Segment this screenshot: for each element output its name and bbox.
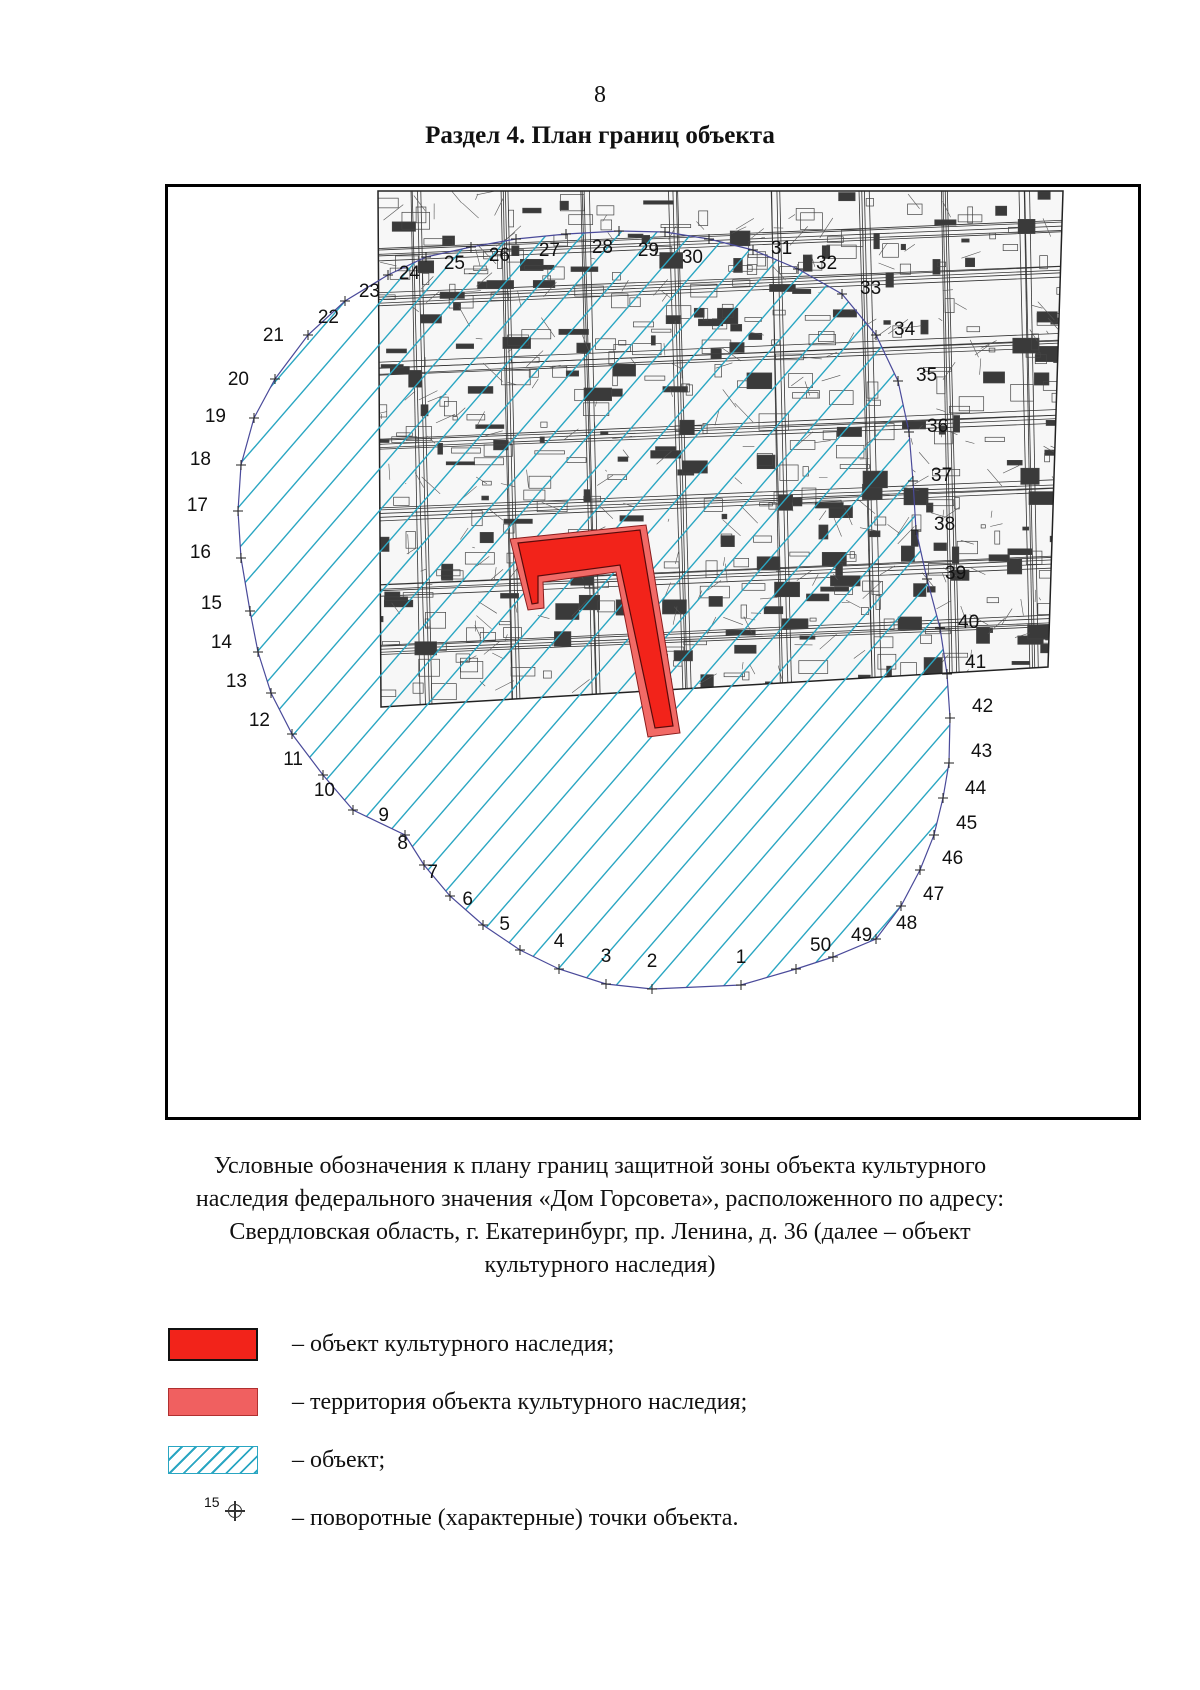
- turning-point-label: 30: [681, 247, 703, 268]
- map-building: [504, 519, 532, 523]
- turning-point: [647, 951, 658, 994]
- map-building: [803, 255, 812, 271]
- map-parcel-line: [1060, 592, 1066, 610]
- turning-point-example-number: 15: [204, 1494, 220, 1510]
- map-building: [612, 389, 622, 396]
- map-building: [1043, 695, 1066, 711]
- map-building: [914, 584, 926, 597]
- map-building: [698, 319, 722, 326]
- turning-point-label: 24: [398, 263, 420, 284]
- legend-item-zone: [168, 1444, 1068, 1502]
- turning-point-label: 48: [896, 913, 918, 934]
- map-building: [418, 261, 433, 273]
- map-parcel-line: [1067, 553, 1073, 564]
- map-canvas: [168, 187, 1141, 1120]
- map-building: [839, 193, 855, 201]
- turning-point-label: 29: [637, 240, 659, 261]
- section-title: Раздел 4. План границ объекта: [425, 122, 775, 149]
- map-building: [409, 370, 422, 387]
- map-building: [1046, 420, 1076, 425]
- turning-point-label: 5: [499, 914, 510, 935]
- turning-point-label: 49: [851, 925, 873, 946]
- map-building: [1007, 460, 1022, 465]
- map-building: [800, 636, 815, 639]
- map-building: [1018, 219, 1035, 233]
- map-building: [935, 220, 956, 225]
- map-building: [1029, 492, 1053, 505]
- map-building: [442, 564, 453, 580]
- turning-point: [378, 805, 410, 840]
- turning-point-label: 12: [248, 710, 270, 731]
- map-building: [1045, 450, 1071, 455]
- map-building: [482, 496, 489, 500]
- turning-point: [314, 780, 358, 815]
- turning-point-label: 6: [462, 889, 473, 910]
- turning-point-label: 21: [262, 325, 284, 346]
- map-building: [559, 329, 589, 334]
- map-building: [788, 697, 803, 713]
- map-building: [927, 587, 935, 593]
- turning-point: [187, 495, 243, 516]
- map-building: [525, 265, 554, 269]
- map-building: [731, 324, 742, 331]
- map-building: [503, 337, 531, 348]
- map-building: [628, 234, 643, 237]
- map-building: [989, 555, 1009, 561]
- legend-item-turning-points: [168, 1494, 1068, 1560]
- turning-point-label: 42: [972, 696, 994, 717]
- map-building: [902, 421, 925, 429]
- turning-point: [201, 593, 255, 616]
- caption-line-4: культурного наследия): [484, 1252, 716, 1278]
- map-building: [533, 280, 555, 287]
- map-building: [886, 273, 893, 287]
- map-building: [1063, 361, 1091, 369]
- turning-point-label: 9: [378, 805, 389, 826]
- map-building: [815, 503, 843, 508]
- map-building: [1060, 630, 1074, 644]
- turning-point-symbol: [204, 1494, 264, 1534]
- map-building: [1050, 643, 1065, 653]
- map-paper: [368, 187, 1088, 727]
- map-building: [954, 416, 960, 433]
- map-building: [1037, 312, 1057, 322]
- turning-point-label: 20: [227, 369, 249, 390]
- map-building: [571, 267, 598, 272]
- crosshair-icon: [228, 1504, 242, 1518]
- map-building: [1060, 427, 1065, 442]
- legend-text-heritage-territory: – территория объекта культурного наследия;: [292, 1389, 748, 1415]
- map-building: [501, 593, 519, 598]
- map-building: [1062, 579, 1071, 587]
- map-building: [560, 201, 568, 209]
- map-building: [392, 222, 415, 231]
- legend-item-heritage-territory: [168, 1386, 1068, 1444]
- turning-point-label: 11: [283, 749, 303, 770]
- map-building: [819, 525, 828, 539]
- map-building: [901, 546, 914, 561]
- turning-point-label: 19: [204, 406, 226, 427]
- map-building: [1013, 338, 1039, 353]
- turning-point-label: 46: [942, 848, 964, 869]
- map-building: [962, 239, 969, 242]
- map-building: [874, 233, 880, 248]
- map-building: [952, 547, 958, 563]
- turning-point-label: 26: [488, 245, 510, 266]
- turning-point-label: 1: [735, 947, 747, 968]
- map-building: [996, 206, 1007, 215]
- turning-point: [915, 848, 963, 875]
- turning-point-label: 23: [358, 281, 380, 302]
- map-building: [904, 488, 928, 505]
- map-building: [478, 282, 487, 289]
- map-building: [1069, 624, 1093, 635]
- map-building: [1008, 549, 1032, 555]
- caption-line-2: наследия федерального значения «Дом Горсовета», расположенного по адресу:: [195, 1186, 1005, 1212]
- map-building: [540, 437, 544, 442]
- map-building: [386, 349, 406, 353]
- turning-point-label: 7: [427, 862, 438, 883]
- boundary-plan-map: [165, 184, 1141, 1120]
- turning-point-label: 40: [958, 612, 980, 633]
- map-building: [618, 457, 628, 461]
- map-building: [1057, 693, 1068, 697]
- turning-point: [205, 406, 259, 427]
- map-building: [784, 691, 793, 700]
- turning-point-label: 38: [934, 514, 956, 535]
- turning-point-label: 8: [397, 833, 408, 854]
- map-building: [601, 432, 608, 435]
- turning-point-label: 25: [443, 253, 465, 274]
- map-building: [921, 320, 928, 334]
- map-parcel-line: [1008, 688, 1025, 692]
- turning-point: [944, 741, 992, 768]
- map-building: [1028, 625, 1055, 639]
- hatch-line: [1068, 187, 1141, 1087]
- turning-point: [427, 862, 455, 901]
- map-building: [911, 530, 918, 547]
- turning-point-label: 31: [771, 238, 793, 259]
- turning-point-label: 17: [186, 495, 208, 516]
- turning-point-label: 28: [591, 237, 613, 258]
- map-building: [884, 321, 891, 325]
- turning-point-label: 33: [860, 278, 882, 299]
- turning-point-label: 47: [923, 884, 945, 905]
- map-building: [480, 532, 493, 542]
- map-building: [579, 595, 599, 610]
- turning-point: [318, 296, 350, 328]
- map-building: [381, 365, 403, 368]
- turning-point-label: 10: [313, 780, 335, 801]
- map-building: [415, 642, 437, 655]
- map-building: [1021, 468, 1039, 484]
- turning-point-label: 50: [810, 935, 832, 956]
- map-parcel-line: [1066, 339, 1068, 355]
- map-parcel-line: [1064, 672, 1084, 674]
- heritage-territory-swatch: [168, 1388, 258, 1416]
- map-building: [666, 316, 680, 324]
- hatch-swatch: [168, 1446, 258, 1474]
- map-parcel-line: [1055, 654, 1058, 665]
- map-building: [764, 607, 783, 614]
- caption-line-1: Условные обозначения к плану границ защитной зоны объекта культурного: [213, 1153, 987, 1179]
- page-number: 8: [594, 82, 606, 108]
- turning-point: [945, 696, 993, 723]
- map-building: [747, 373, 772, 389]
- map-building: [1023, 527, 1029, 530]
- map-building: [700, 696, 721, 701]
- legend: [168, 1328, 1068, 1560]
- legend-text-zone: – объект;: [292, 1447, 386, 1473]
- turning-point-label: 45: [956, 813, 978, 834]
- map-building: [901, 244, 905, 249]
- turning-point-label: 15: [200, 593, 222, 614]
- turning-point: [462, 889, 488, 930]
- turning-point-label: 14: [210, 632, 232, 653]
- turning-point-label: 39: [945, 563, 967, 584]
- map-building: [779, 495, 793, 511]
- map-building: [983, 372, 1004, 383]
- map-building: [950, 693, 955, 709]
- turning-point-label: 18: [189, 449, 211, 470]
- map-building: [512, 246, 519, 256]
- turning-point: [263, 325, 313, 346]
- turning-point-label: 36: [927, 416, 949, 437]
- turning-point: [190, 449, 246, 470]
- map-building: [577, 343, 590, 353]
- hatch-line: [168, 187, 336, 1087]
- map-building: [584, 490, 590, 502]
- turning-point: [896, 884, 944, 911]
- map-building: [651, 451, 681, 459]
- map-building: [644, 201, 674, 204]
- map-building: [1038, 192, 1050, 199]
- turning-point: [397, 833, 429, 870]
- legend-item-heritage-object: [168, 1328, 1068, 1386]
- map-building: [456, 344, 473, 349]
- turning-point: [283, 749, 328, 780]
- map-building: [438, 443, 443, 454]
- map-building: [721, 536, 734, 547]
- caption-line-3: Свердловская область, г. Екатеринбург, пр. Ленина, д. 36 (далее – объект: [229, 1219, 971, 1245]
- map-building: [792, 498, 802, 506]
- turning-point-label: 3: [600, 946, 612, 967]
- map-building: [934, 543, 947, 551]
- hatch-line: [168, 187, 408, 1087]
- turning-point-label: 16: [189, 542, 211, 563]
- turning-point-label: 35: [916, 365, 938, 386]
- map-building: [793, 289, 811, 293]
- turning-point: [249, 710, 297, 739]
- map-building: [579, 700, 583, 703]
- map-building: [1012, 661, 1029, 664]
- map-building: [709, 596, 722, 606]
- hatch-line: [168, 187, 192, 1087]
- map-building: [579, 695, 601, 708]
- map-building: [870, 531, 880, 537]
- turning-point: [871, 913, 917, 944]
- turning-point-label: 43: [971, 741, 993, 762]
- map-building: [1021, 670, 1046, 684]
- map-parcel-line: [1055, 525, 1066, 536]
- map-building: [1034, 373, 1048, 385]
- map-building: [1050, 536, 1078, 542]
- map-building: [680, 420, 694, 434]
- legend-text-heritage-object: – объект культурного наследия;: [292, 1331, 615, 1357]
- map-building: [757, 557, 780, 570]
- turning-point-label: 41: [965, 652, 987, 673]
- map-building: [373, 439, 389, 442]
- legend-caption: [150, 1150, 1050, 1282]
- map-building: [926, 503, 932, 512]
- map-building: [898, 617, 921, 630]
- map-building: [722, 514, 727, 519]
- map-building: [1067, 668, 1084, 679]
- hatch-line: [1140, 187, 1141, 1087]
- turning-point: [190, 542, 246, 563]
- map-building: [468, 387, 493, 394]
- map-building: [1041, 644, 1064, 653]
- map-building: [1006, 683, 1010, 692]
- turning-point-label: 44: [965, 778, 987, 799]
- map-building: [523, 208, 541, 213]
- map-building: [1011, 673, 1021, 687]
- map-building: [374, 616, 383, 621]
- hatch-line: [1104, 187, 1141, 1087]
- map-building: [446, 462, 474, 465]
- turning-point-label: 37: [931, 465, 953, 486]
- map-building: [613, 364, 636, 376]
- map-building: [1059, 658, 1066, 671]
- map-building: [651, 336, 655, 345]
- turning-point-label: 13: [225, 671, 247, 692]
- map-building: [1034, 688, 1052, 695]
- map-building: [453, 303, 460, 310]
- map-building: [965, 258, 974, 267]
- map-building: [730, 231, 750, 246]
- map-building: [683, 461, 708, 473]
- heritage-object-swatch: [168, 1328, 258, 1361]
- hatch-line: [168, 187, 300, 1087]
- turning-point-label: 22: [317, 307, 339, 328]
- map-building: [735, 645, 756, 653]
- turning-point: [499, 914, 525, 955]
- turning-point-label: 32: [816, 253, 838, 274]
- turning-point-label: 27: [538, 240, 560, 261]
- turning-point-label: 34: [894, 319, 916, 340]
- turning-point-label: 2: [646, 951, 658, 972]
- legend-text-turning-points: – поворотные (характерные) точки объекта.: [292, 1505, 739, 1531]
- turning-point-label: 4: [553, 931, 565, 952]
- turning-point: [228, 369, 280, 390]
